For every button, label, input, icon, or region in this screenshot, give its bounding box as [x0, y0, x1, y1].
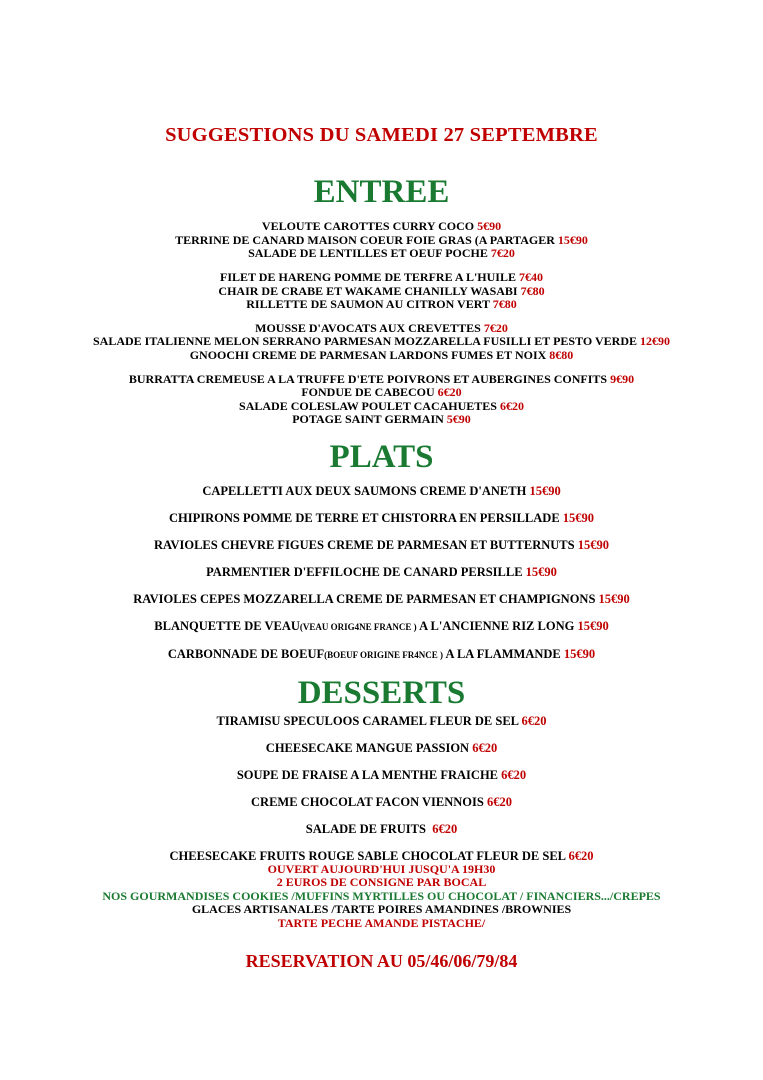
menu-item-note: (VEAU ORIG4NE FRANCE ): [299, 622, 417, 633]
menu-item-price: 15€90: [562, 511, 595, 526]
menu-item-price: 7€80: [492, 297, 517, 312]
menu-item-price: 15€90: [529, 484, 561, 499]
menu-item: [0, 511, 763, 525]
menu-item-price: 8€80: [549, 348, 574, 363]
menu-item-price: 6€20: [568, 848, 594, 863]
menu-item-price: 6€20: [437, 385, 462, 400]
menu-item-price: 6€20: [499, 398, 524, 413]
menu-item: [0, 741, 763, 755]
menu-item-price: 15€90: [563, 647, 596, 662]
menu-item-name: CAPELLETTI AUX DEUX SAUMONS CREME D'ANETH: [202, 484, 527, 499]
opening-hours-note: OUVERT AUJOURD'HUI JUSQU'A 19H30: [267, 861, 496, 876]
section-heading-desserts: DESSERTS: [297, 675, 466, 712]
menu-item-name: RAVIOLES CHEVRE FIGUES CREME DE PARMESAN ET BUTTERNUTS: [154, 538, 575, 553]
gourmandises-note: [0, 890, 763, 904]
menu-item: [0, 714, 763, 728]
menu-item-note: (BOEUF ORIGINE FR4NCE ): [324, 650, 444, 661]
menu-item-name-2: A LA FLAMMANDE: [445, 647, 561, 662]
menu-item: [0, 538, 763, 552]
menu-item-price: 5€90: [477, 219, 502, 234]
menu-item-name: MOUSSE D'AVOCATS AUX CREVETTES: [255, 320, 481, 335]
menu-item: [0, 234, 763, 248]
menu-item-name: TERRINE DE CANARD MAISON COEUR FOIE GRAS (A PARTAGER: [175, 232, 555, 247]
menu-item: [0, 349, 763, 363]
menu-item-name: BLANQUETTE DE VEAU: [154, 619, 300, 634]
plats-list: [0, 484, 763, 662]
gourmandises-label: NOS GOURMANDISES: [102, 888, 230, 903]
menu-item-price: 7€80: [520, 283, 545, 298]
menu-item-price: 6€20: [472, 740, 498, 755]
menu-item-price: 15€90: [557, 232, 588, 247]
menu-item-price: 7€20: [483, 320, 508, 335]
menu-item-name: VELOUTE CAROTTES CURRY COCO: [261, 219, 475, 234]
menu-item: [0, 822, 763, 836]
menu-item: [0, 247, 763, 261]
section-heading-plats: PLATS: [329, 439, 434, 476]
glaces-note: GLACES ARTISANALES /TARTE POIRES AMANDINES /BROWNIES: [191, 902, 572, 917]
notes-block: [0, 863, 763, 931]
menu-item-price: 15€90: [577, 538, 609, 553]
menu-item-price: 6€20: [486, 794, 512, 809]
menu-item: [0, 373, 763, 387]
menu-item: [0, 400, 763, 414]
reservation-line: RESERVATION AU 05/46/06/79/84: [245, 950, 518, 971]
menu-item: [0, 220, 763, 234]
menu-item-name: GNOOCHI CREME DE PARMESAN LARDONS FUMES ET NOIX: [189, 348, 547, 363]
menu-item: [0, 484, 763, 498]
menu-item: [0, 592, 763, 606]
desserts-list: [0, 714, 763, 863]
menu-item-price: 6€20: [521, 713, 547, 728]
menu-item: [0, 619, 763, 634]
menu-item-name: BURRATTA CREMEUSE A LA TRUFFE D'ETE POIVRONS ET AUBERGINES CONFITS: [128, 371, 608, 386]
menu-item: [0, 795, 763, 809]
menu-item-name: SALADE COLESLAW POULET CACAHUETES: [239, 398, 497, 413]
menu-item: [0, 849, 763, 863]
entree-group-2: [0, 271, 763, 312]
menu-item: [0, 322, 763, 336]
menu-item: [0, 386, 763, 400]
menu-item-name: POTAGE SAINT GERMAIN: [292, 412, 444, 427]
menu-item-name: CHEESECAKE FRUITS ROUGE SABLE CHOCOLAT FLEUR DE SEL: [169, 848, 566, 863]
menu-item-name: SALADE ITALIENNE MELON SERRANO PARMESAN MOZZARELLA FUSILLI ET PESTO VERDE: [92, 334, 637, 349]
menu-item: [0, 647, 763, 662]
entree-group-4: [0, 373, 763, 427]
menu-item-name: CHEESECAKE MANGUE PASSION: [265, 740, 470, 755]
page-title: SUGGESTIONS DU SAMEDI 27 SEPTEMBRE: [165, 124, 598, 146]
menu-item-price: 5€90: [446, 412, 471, 427]
tarte-note: TARTE PECHE AMANDE PISTACHE/: [277, 915, 486, 930]
menu-item-name: CHAIR DE CRABE ET WAKAME CHANILLY WASABI: [218, 283, 518, 298]
menu-item-name-2: A L'ANCIENNE RIZ LONG: [419, 619, 575, 634]
menu-item: [0, 271, 763, 285]
menu-item-price: 12€90: [640, 334, 670, 349]
section-heading-entree: ENTREE: [313, 174, 450, 210]
menu-item-price: 6€20: [501, 767, 527, 782]
menu-item-name: FILET DE HARENG POMME DE TERFRE A L'HUILE: [220, 270, 516, 285]
gourmandises-items: COOKIES /MUFFINS MYRTILLES OU CHOCOLAT / FINANCIERS.../CREPES: [232, 888, 661, 903]
menu-item: [0, 565, 763, 579]
menu-item-name: CARBONNADE DE BOEUF: [167, 647, 325, 662]
menu-item-name: SOUPE DE FRAISE A LA MENTHE FRAICHE: [236, 767, 499, 782]
menu-item-name: RAVIOLES CEPES MOZZARELLA CREME DE PARMESAN ET CHAMPIGNONS: [133, 592, 596, 607]
menu-item-price: 6€20: [432, 821, 458, 836]
menu-item: [0, 768, 763, 782]
menu-item-price: 15€90: [577, 619, 609, 634]
menu-item-name: PARMENTIER D'EFFILOCHE DE CANARD PERSILLE: [206, 565, 523, 580]
menu-item-name: SALADE DE LENTILLES ET OEUF POCHE: [248, 246, 488, 261]
menu-item: [0, 285, 763, 299]
menu-item-name: SALADE DE FRUITS: [305, 821, 426, 836]
menu-item-price: 7€40: [518, 270, 543, 285]
menu-item-name: RILLETTE DE SAUMON AU CITRON VERT: [246, 297, 490, 312]
menu-item-name: CREME CHOCOLAT FACON VIENNOIS: [251, 794, 484, 809]
menu-item-price: 15€90: [525, 565, 557, 580]
entree-group-3: [0, 322, 763, 363]
menu-item: [0, 298, 763, 312]
menu-item-price: 7€20: [490, 246, 515, 261]
menu-item: [0, 335, 763, 349]
deposit-note: 2 EUROS DE CONSIGNE PAR BOCAL: [276, 875, 487, 890]
menu-item-name: CHIPIRONS POMME DE TERRE ET CHISTORRA EN PERSILLADE: [168, 511, 560, 526]
menu-item-name: FONDUE DE CABECOU: [301, 385, 435, 400]
menu-item-price: 15€90: [598, 592, 630, 607]
entree-group-1: [0, 220, 763, 261]
menu-item: [0, 413, 763, 427]
menu-item-price: 9€90: [610, 371, 635, 386]
menu-item-name: TIRAMISU SPECULOOS CARAMEL FLEUR DE SEL: [216, 713, 519, 728]
